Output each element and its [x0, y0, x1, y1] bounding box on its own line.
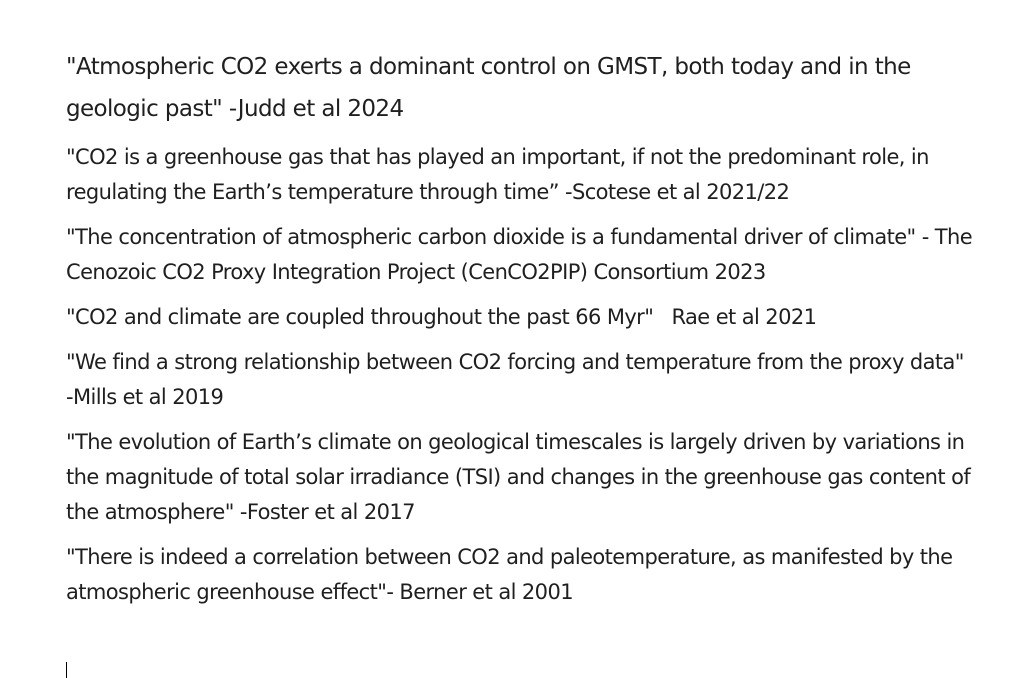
quote-foster [66, 425, 976, 530]
quote-attribution: -Foster et al 2017 [233, 500, 415, 524]
quote-judd [66, 46, 976, 130]
quote-text: "There is indeed a correlation between CO2 and paleotemperature, as manifested by the atmospheric greenhouse effect" [66, 545, 953, 604]
document-body [66, 46, 976, 610]
quote-attribution: -Scotese et al 2021/22 [558, 180, 790, 204]
quote-attribution: -Mills et al 2019 [66, 385, 224, 409]
quote-text: "CO2 is a greenhouse gas that has played an important, if not the predominant role, in regulating the Earth’s temperature through time” [66, 145, 929, 204]
quote-attribution: - The Cenozoic CO2 Proxy Integration Project (CenCO2PIP) Consortium 2023 [66, 225, 973, 284]
quote-text: "We find a strong relationship between CO2 forcing and temperature from the proxy data" [66, 350, 964, 374]
text-cursor[interactable] [66, 662, 67, 678]
quote-text: "The concentration of atmospheric carbon dioxide is a fundamental driver of climate" [66, 225, 916, 249]
quote-text: "The evolution of Earth’s climate on geological timescales is largely driven by variations in the magnitude of total solar irradiance (TSI) and changes in the greenhouse gas content of the atmosphere" [66, 430, 971, 524]
quote-attribution: -Judd et al 2024 [222, 96, 404, 122]
quote-cenco2pip [66, 220, 976, 290]
quote-berner [66, 540, 976, 610]
quote-text: "Atmospheric CO2 exerts a dominant control on GMST, both today and in the geologic past" [66, 54, 911, 122]
quote-attribution: Rae et al 2021 [653, 305, 817, 329]
quote-rae [66, 300, 976, 335]
quote-attribution: - Berner et al 2001 [386, 580, 573, 604]
quote-text: "CO2 and climate are coupled throughout the past 66 Myr" [66, 305, 654, 329]
quote-scotese [66, 140, 976, 210]
quote-mills [66, 345, 976, 415]
